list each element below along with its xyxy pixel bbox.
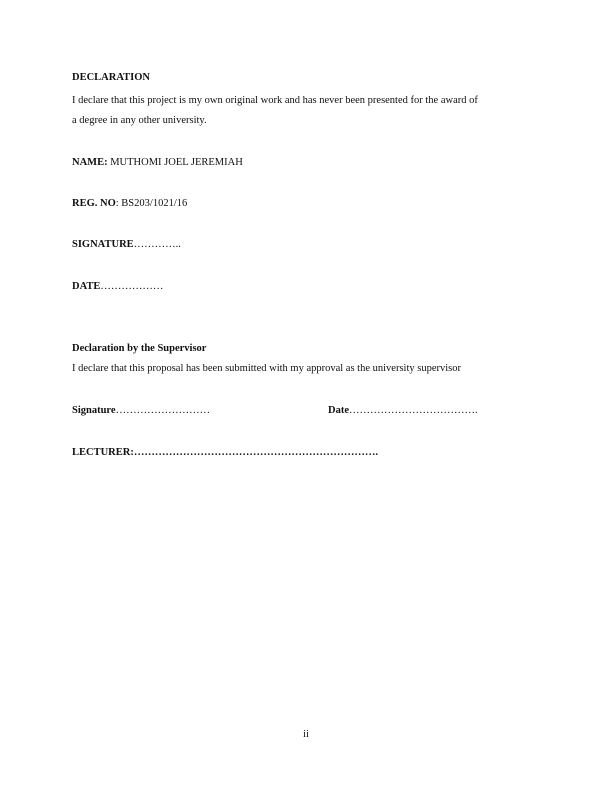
supervisor-signature-dots: ………………………	[115, 405, 211, 416]
supervisor-heading: Declaration by the Supervisor	[72, 343, 207, 354]
supervisor-date-row	[328, 405, 478, 416]
reg-no-row	[72, 198, 187, 209]
lecturer-dots: …………………………………………………………….	[133, 447, 378, 458]
name-row	[72, 157, 243, 168]
supervisor-statement: I declare that this proposal has been submitted with my approval as the university supervisor	[72, 363, 461, 374]
declaration-heading: DECLARATION	[72, 72, 150, 83]
supervisor-date-label: Date	[328, 405, 349, 416]
supervisor-date-dots: ……………………………….	[349, 405, 478, 416]
page-number: ii	[303, 729, 309, 740]
supervisor-signature-label: Signature	[72, 405, 116, 416]
date-dots: ………………	[100, 281, 164, 292]
reg-no-value: : BS203/1021/16	[115, 198, 188, 209]
signature-dots: …………..	[133, 239, 181, 250]
supervisor-signature-row	[72, 405, 210, 416]
signature-label: SIGNATURE	[72, 239, 134, 250]
reg-no-label: REG. NO	[72, 198, 116, 209]
declaration-line-2: a degree in any other university.	[72, 115, 207, 126]
lecturer-row	[72, 447, 378, 458]
date-row	[72, 281, 163, 292]
name-value: MUTHOMI JOEL JEREMIAH	[107, 157, 243, 168]
date-label: DATE	[72, 281, 101, 292]
lecturer-label: LECTURER:	[72, 447, 134, 458]
declaration-line-1: I declare that this project is my own original work and has never been presented for the award of	[72, 95, 478, 106]
name-label: NAME:	[72, 157, 108, 168]
signature-row	[72, 239, 181, 250]
